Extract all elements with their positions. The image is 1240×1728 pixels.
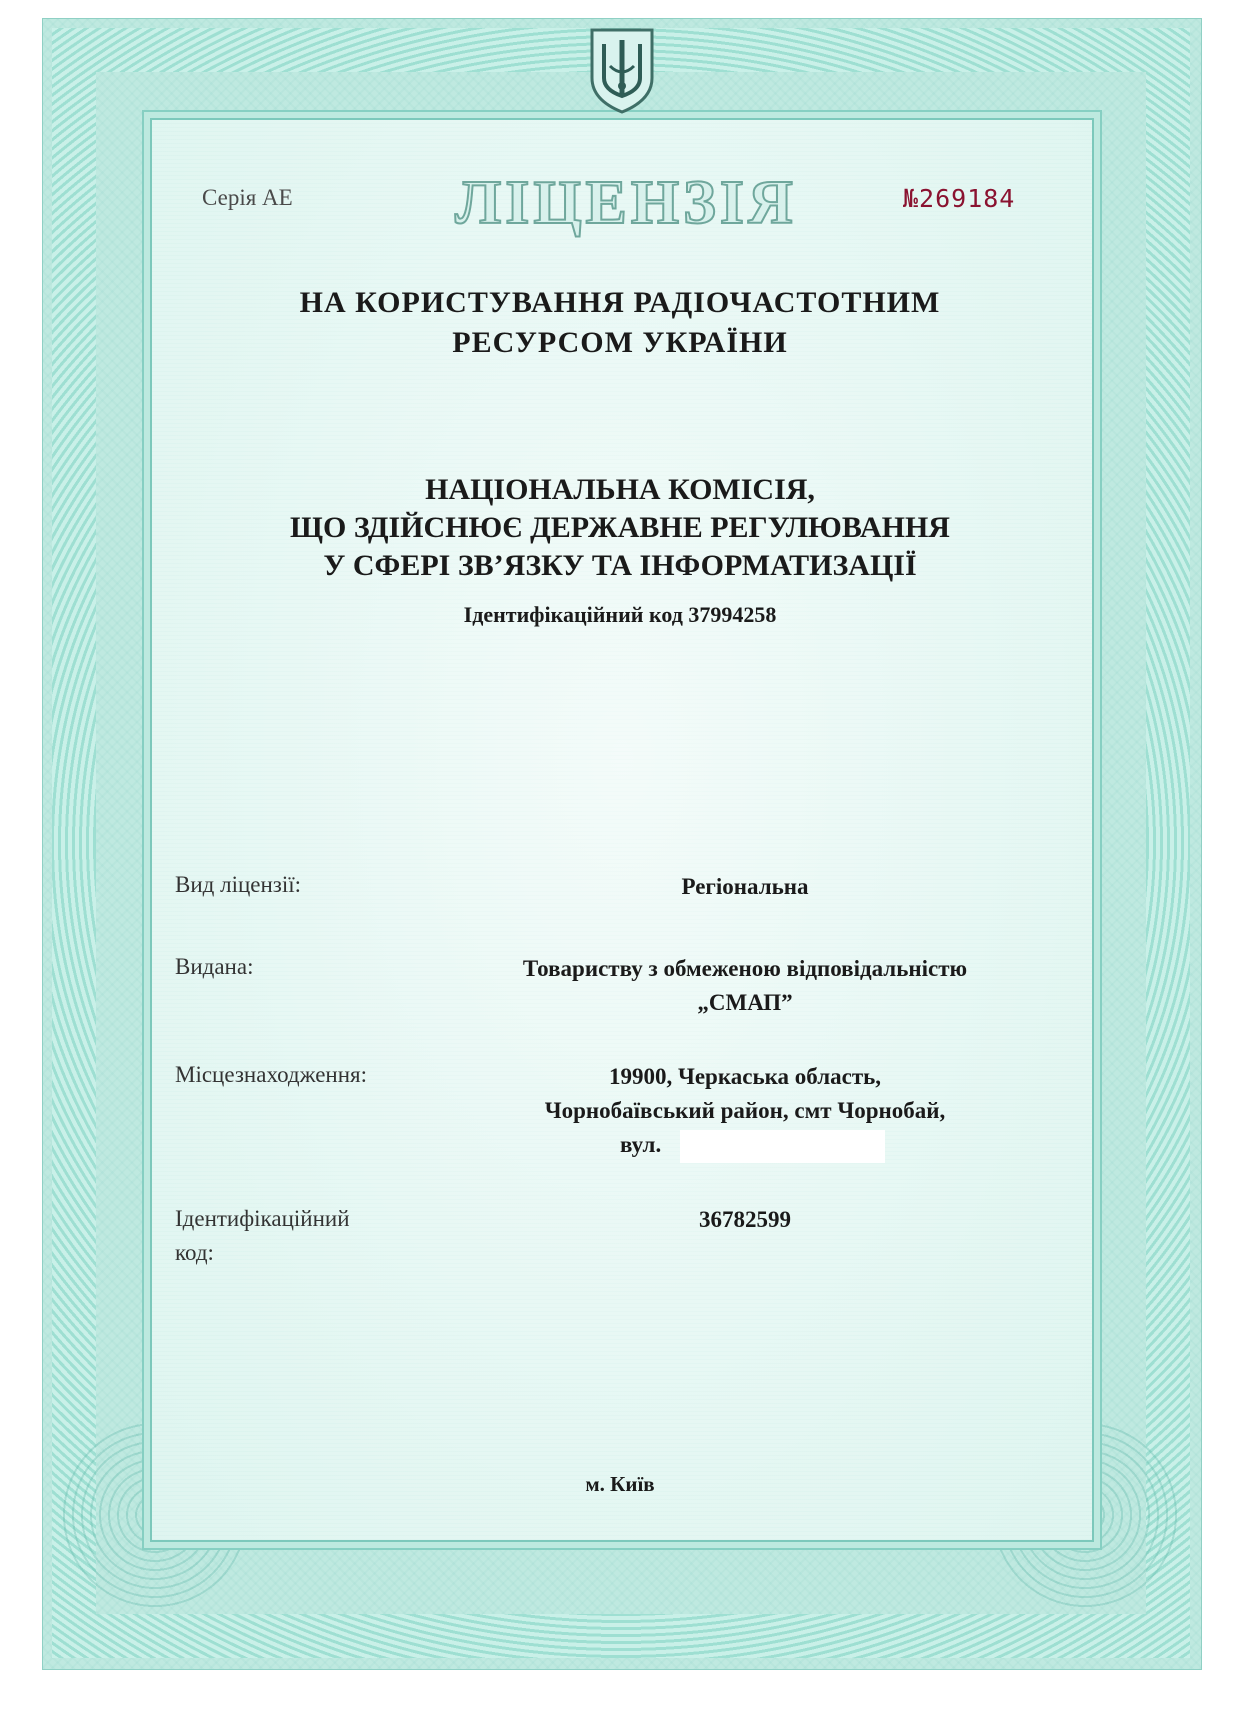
issuer-line-3: У СФЕРІ ЗВ’ЯЗКУ ТА ІНФОРМАТИЗАЦІЇ	[323, 549, 917, 582]
id-label-line-2: код:	[175, 1240, 214, 1265]
issuer-id-code: Ідентифікаційний код 37994258	[463, 602, 777, 627]
location-label: Місцезнаходження:	[175, 1062, 367, 1087]
license-type-value: Регіональна	[681, 874, 809, 899]
location-line-1: 19900, Черкаська область,	[608, 1064, 882, 1089]
issued-to-line-2: „СМАП”	[697, 990, 793, 1015]
location-line-3: вул.	[620, 1132, 662, 1157]
issued-to-line-1: Товариству з обмеженою відповідальністю	[522, 956, 968, 981]
document-title: ЛІЦЕНЗІЯ	[455, 169, 797, 237]
redacted-street	[680, 1130, 885, 1163]
location-line-2: Чорнобаївський район, смт Чорнобай,	[544, 1098, 946, 1123]
license-number: №269184	[903, 184, 1016, 213]
license-type-label: Вид ліцензії:	[175, 872, 302, 897]
subtitle-line-2: РЕСУРСОМ УКРАЇНИ	[452, 326, 788, 359]
license-series: Серія АЕ	[202, 185, 293, 210]
issuer-line-1: НАЦІОНАЛЬНА КОМІСІЯ,	[425, 473, 815, 506]
id-code-value: 36782599	[699, 1207, 791, 1232]
issued-to-label: Видана:	[175, 954, 254, 979]
trident-icon	[588, 26, 656, 114]
issue-city: м. Київ	[585, 1472, 655, 1496]
id-label-line-1: Ідентифікаційний	[175, 1206, 350, 1231]
subtitle-line-1: НА КОРИСТУВАННЯ РАДІОЧАСТОТНИМ	[299, 286, 941, 319]
issuer-line-2: ЩО ЗДІЙСНЮЄ ДЕРЖАВНЕ РЕГУЛЮВАННЯ	[290, 511, 950, 544]
